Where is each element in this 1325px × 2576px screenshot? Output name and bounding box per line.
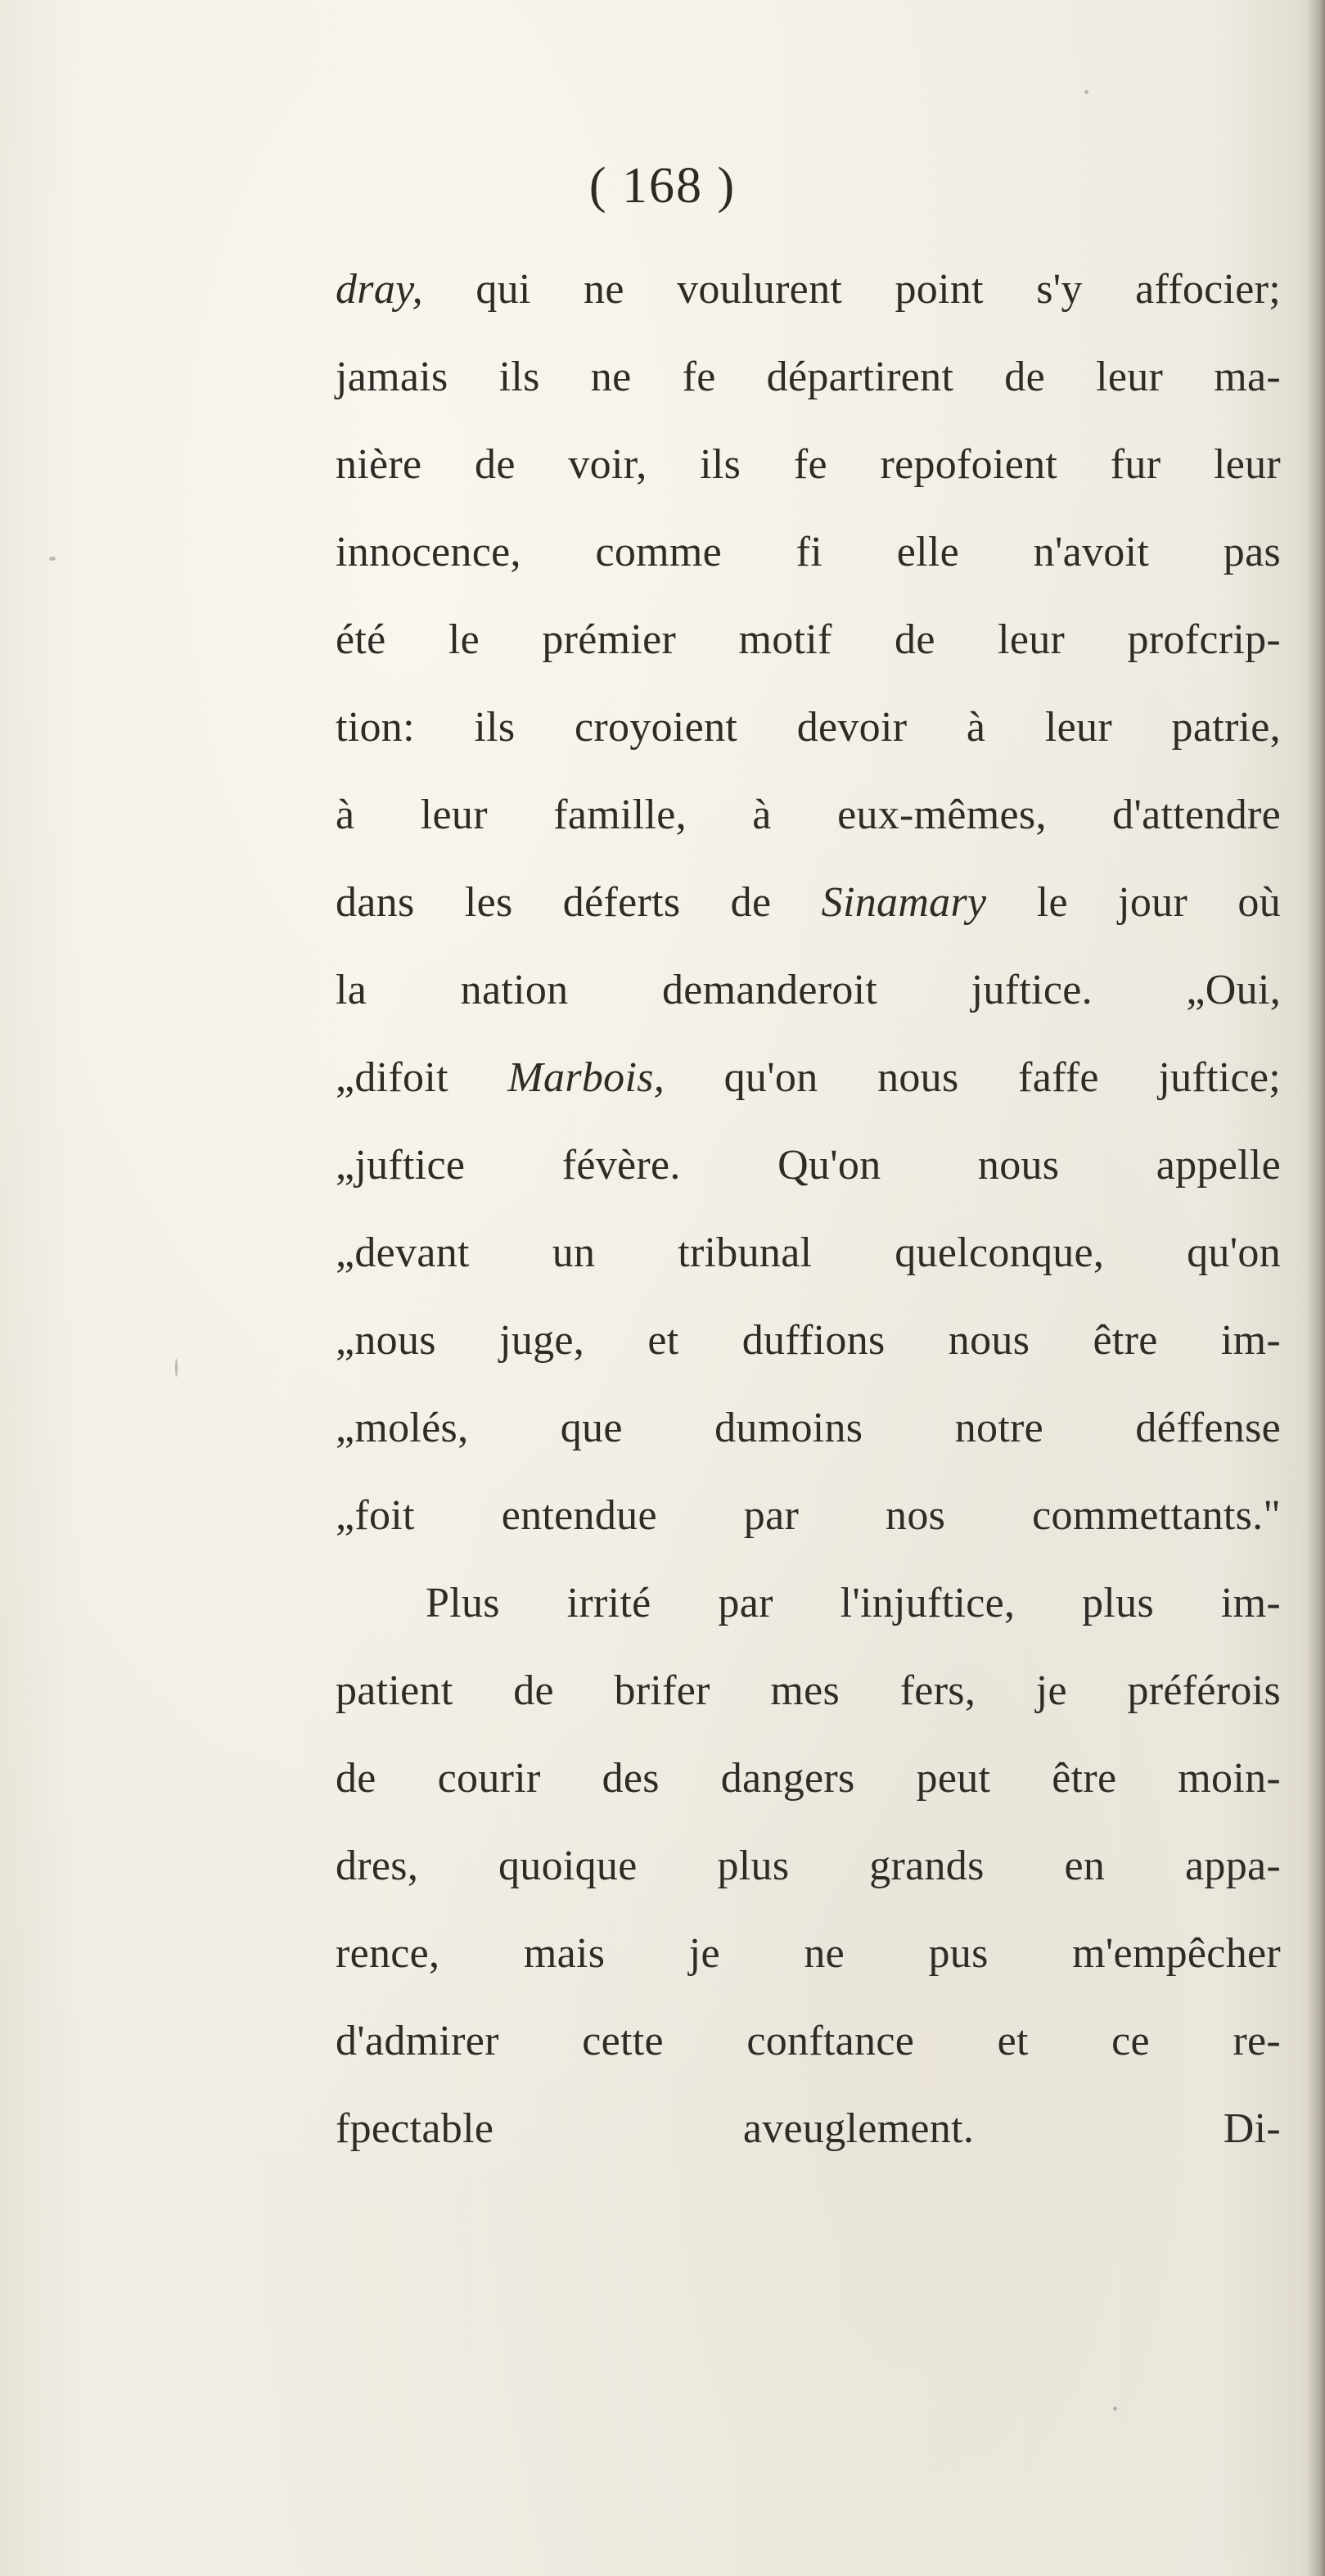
text-line: jamais ils ne fe départirent de leur ma- (336, 354, 1281, 400)
text-fragment: qui ne voulurent point s'y affocier; (422, 266, 1281, 313)
text-line: d'admirer cette conftance et ce re- (336, 2018, 1281, 2064)
italic-word: Marbois, (507, 1054, 665, 1101)
text-fragment: dans les déferts de (336, 879, 822, 926)
body-text (336, 246, 1281, 2172)
italic-word: dray, (336, 266, 423, 313)
paper-speck (1113, 2407, 1117, 2411)
text-line: à leur famille, à eux-mêmes, d'attendre (336, 792, 1281, 838)
text-line (336, 246, 1281, 333)
text-fragment: „difoit (336, 1054, 508, 1101)
text-line: innocence, comme fi elle n'avoit pas (336, 529, 1281, 575)
text-line: „nous juge, et duffions nous être im- (336, 1317, 1281, 1364)
text-line-paragraph-start: Plus irrité par l'injuftice, plus im- (426, 1580, 1281, 1626)
italic-word: Sinamary (821, 879, 987, 926)
paper-speck (49, 557, 56, 561)
text-line: été le prémier motif de leur profcrip- (336, 616, 1281, 663)
text-line: de courir des dangers peut être moin- (336, 1755, 1281, 1802)
text-line: fpectable aveuglement. Di- (336, 2105, 1281, 2152)
text-line: dres, quoique plus grands en appa- (336, 1843, 1281, 1889)
paper-speck (1084, 90, 1088, 94)
text-line: „molés, que dumoins notre déffense (336, 1405, 1281, 1451)
text-fragment: qu'on nous faffe juftice; (665, 1054, 1282, 1101)
paper-speck (175, 1359, 178, 1377)
text-line: „foit entendue par nos commettants." (336, 1492, 1281, 1539)
page-gutter-shadow (1307, 0, 1325, 2576)
page-number: ( 168 ) (588, 158, 737, 214)
text-line: „juftice févère. Qu'on nous appelle (336, 1142, 1281, 1189)
text-line: tion: ils croyoient devoir à leur patrie, (336, 704, 1281, 751)
text-line (336, 1034, 1281, 1121)
text-line: patient de brifer mes fers, je préférois (336, 1667, 1281, 1714)
text-fragment: le jour où (986, 879, 1282, 926)
text-line (336, 859, 1281, 946)
text-line: „devant un tribunal quelconque, qu'on (336, 1229, 1281, 1276)
text-line: nière de voir, ils fe repofoient fur leur (336, 441, 1281, 488)
text-line: la nation demanderoit juftice. „Oui, (336, 967, 1281, 1013)
text-line: rence, mais je ne pus m'empêcher (336, 1930, 1281, 1977)
